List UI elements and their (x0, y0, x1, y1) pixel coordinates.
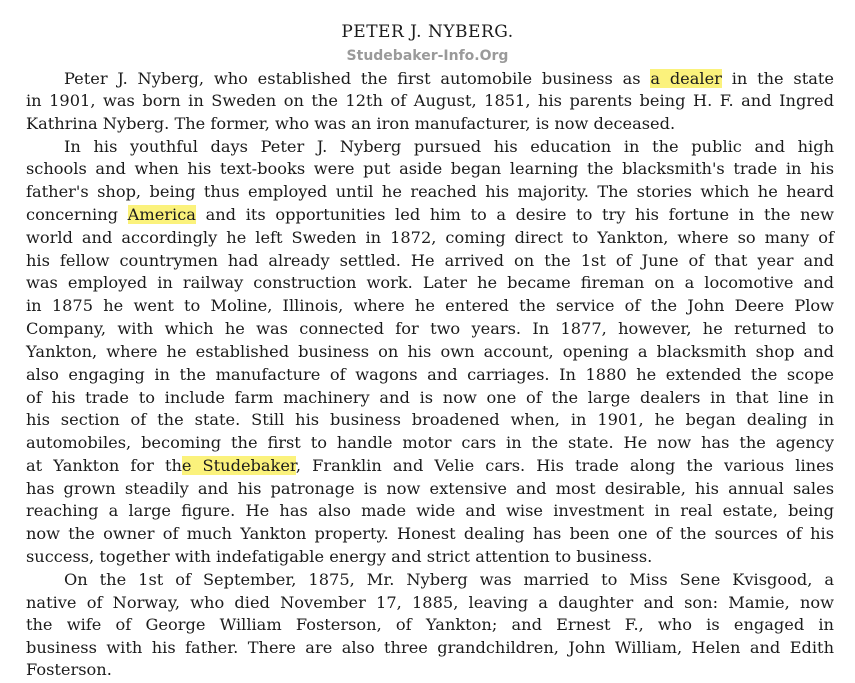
text-line: father's shop, being thus employed until he reached his majority. The stories which he heard (26, 182, 834, 201)
text-line: world and accordingly he left Sweden in 1872, coming direct to Yankton, where so many of (26, 228, 834, 247)
highlight-a-dealer: a dealer (650, 69, 722, 88)
text-line: In his youthful days Peter J. Nyberg pursued his education in the public and high (64, 137, 834, 156)
text-line: Company, with which he was connected for two years. In 1877, however, he returned to (26, 319, 834, 338)
text-run: and its opportunities led him to a desire to try his fortune in the new (195, 205, 834, 224)
text-line: On the 1st of September, 1875, Mr. Nyberg was married to Miss Sene Kvisgood, a (64, 570, 834, 589)
text-line: now the owner of much Yankton property. Honest dealing has been one of the sources of his (26, 524, 834, 543)
text-line: Kathrina Nyberg. The former, who was an iron manufacturer, is now deceased. (26, 114, 676, 133)
text-line (26, 455, 834, 477)
text-run: Peter J. Nyberg, who established the first automobile business as (64, 69, 651, 88)
text-line: Fosterson. (26, 660, 112, 679)
text-line: was employed in railway construction work. Later he became fireman on a locomotive and (26, 273, 834, 292)
text-line: success, together with indefatigable energy and strict attention to business. (26, 547, 653, 566)
text-line: business with his father. There are also three grandchildren, John William, Helen and Edith (26, 638, 834, 657)
watermark: Studebaker-Info.Org (346, 48, 509, 64)
text-run: concerning (26, 205, 128, 224)
page-title: PETER J. NYBERG. (341, 22, 514, 42)
text-line: automobiles, becoming the first to handle motor cars in the state. He now has the agency (26, 433, 834, 452)
text-run: in the state (721, 69, 834, 88)
text-run: , Franklin and Velie cars. His trade along the various lines (295, 456, 834, 475)
text-line: his section of the state. Still his business broadened when, in 1901, he began dealing in (26, 410, 834, 429)
text-line: schools and when his text-books were put aside began learning the blacksmith's trade in his (26, 159, 834, 178)
text-line: also engaging in the manufacture of wagons and carriages. In 1880 he extended the scope (26, 365, 834, 384)
text-line: of his trade to include farm machinery and is now one of the large dealers in that line in (26, 388, 834, 407)
text-line: the wife of George William Fosterson, of Yankton; and Ernest F., who is engaged in (26, 615, 834, 634)
text-run: at Yankton for th (26, 456, 182, 475)
highlight-studebaker: e Studebaker (181, 456, 296, 475)
text-line: reaching a large figure. He has also made wide and wise investment in real estate, being (26, 501, 834, 520)
text-line: Yankton, where he established business on his own account, opening a blacksmith shop and (26, 342, 834, 361)
text-line (64, 68, 834, 90)
highlight-america: America (127, 205, 196, 224)
text-line: in 1875 he went to Moline, Illinois, where he entered the service of the John Deere Plow (26, 296, 834, 315)
text-line: native of Norway, who died November 17, 1885, leaving a daughter and son: Mamie, now (26, 593, 834, 612)
text-line: has grown steadily and his patronage is now extensive and most desirable, his annual sales (26, 479, 834, 498)
text-line (26, 204, 834, 226)
text-line: in 1901, was born in Sweden on the 12th of August, 1851, his parents being H. F. and Ingred (26, 91, 834, 110)
text-line: his fellow countrymen had already settled. He arrived on the 1st of June of that year and (26, 251, 834, 270)
